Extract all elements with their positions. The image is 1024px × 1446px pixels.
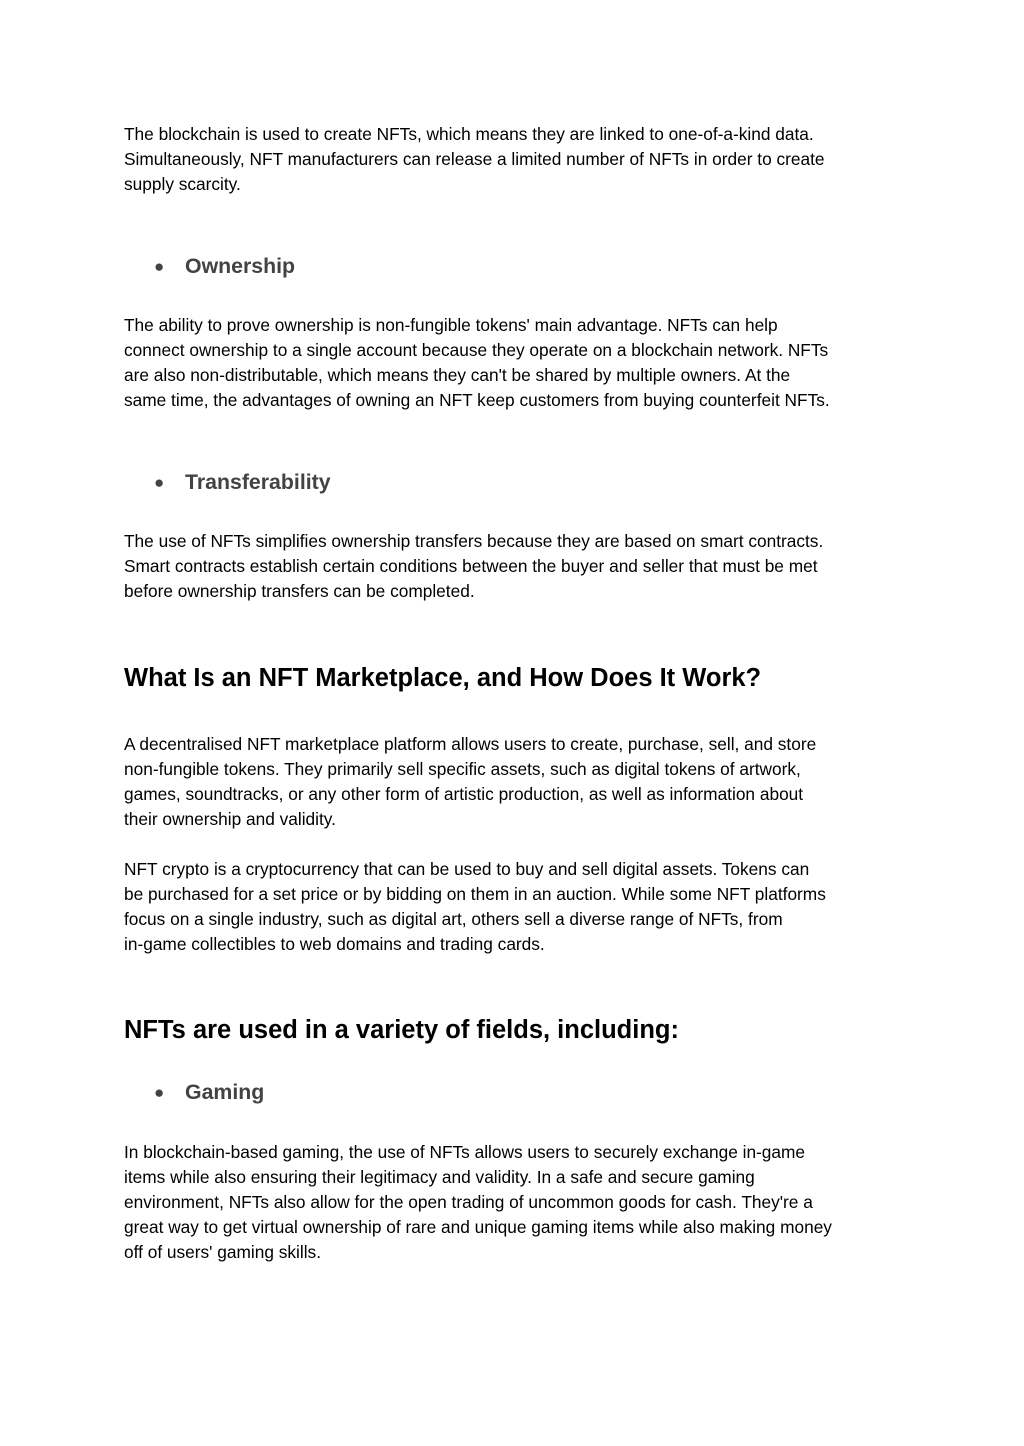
fields-heading: NFTs are used in a variety of fields, including:	[124, 1016, 679, 1044]
intro-paragraph: The blockchain is used to create NFTs, which means they are linked to one-of-a-kind data. Simultaneously, NFT manufacturers can release a limited number of NFTs in order to create supply scarcity.	[124, 124, 825, 194]
marketplace-paragraph-1: A decentralised NFT marketplace platform allows users to create, purchase, sell, and store non-fungible tokens. They primarily sell specific assets, such as digital tokens of artwork, games, soundtracks, or any other form of artistic production, as well as information about their ownership and validity.	[124, 734, 817, 829]
ownership-heading	[154, 252, 295, 281]
gaming-heading-text: Gaming	[185, 1080, 265, 1104]
ownership-paragraph: The ability to prove ownership is non-fungible tokens' main advantage. NFTs can help connect ownership to a single account because they operate on a blockchain network. NFTs are also non-distributable, which means they can't be shared by multiple owners. At the same time, the advantages of owning an NFT keep customers from buying counterfeit NFTs.	[124, 315, 830, 410]
marketplace-paragraph-2: NFT crypto is a cryptocurrency that can be used to buy and sell digital assets. Tokens can be purchased for a set price or by bidding on them in an auction. While some NFT platforms focus on a single industry, such as digital art, others sell a diverse range of NFTs, from in-game collectibles to web domains and trading cards.	[124, 859, 826, 954]
bullet-icon: ●	[154, 473, 165, 492]
gaming-paragraph: In blockchain-based gaming, the use of NFTs allows users to securely exchange in-game items while also ensuring their legitimacy and validity. In a safe and secure gaming environment, NFTs also allow for the open trading of uncommon goods for cash. They're a great way to get virtual ownership of rare and unique gaming items while also making money off of users' gaming skills.	[124, 1142, 832, 1262]
ownership-heading-text: Ownership	[185, 254, 296, 278]
transferability-paragraph: The use of NFTs simplifies ownership transfers because they are based on smart contracts. Smart contracts establish certain conditions between the buyer and seller that must be met before ownership transfers can be completed.	[124, 531, 824, 601]
transferability-heading	[154, 468, 331, 497]
gaming-heading	[154, 1078, 264, 1107]
transferability-heading-text: Transferability	[185, 470, 331, 494]
marketplace-heading: What Is an NFT Marketplace, and How Does It Work?	[124, 664, 762, 692]
bullet-icon: ●	[154, 257, 165, 276]
bullet-icon: ●	[154, 1083, 165, 1102]
